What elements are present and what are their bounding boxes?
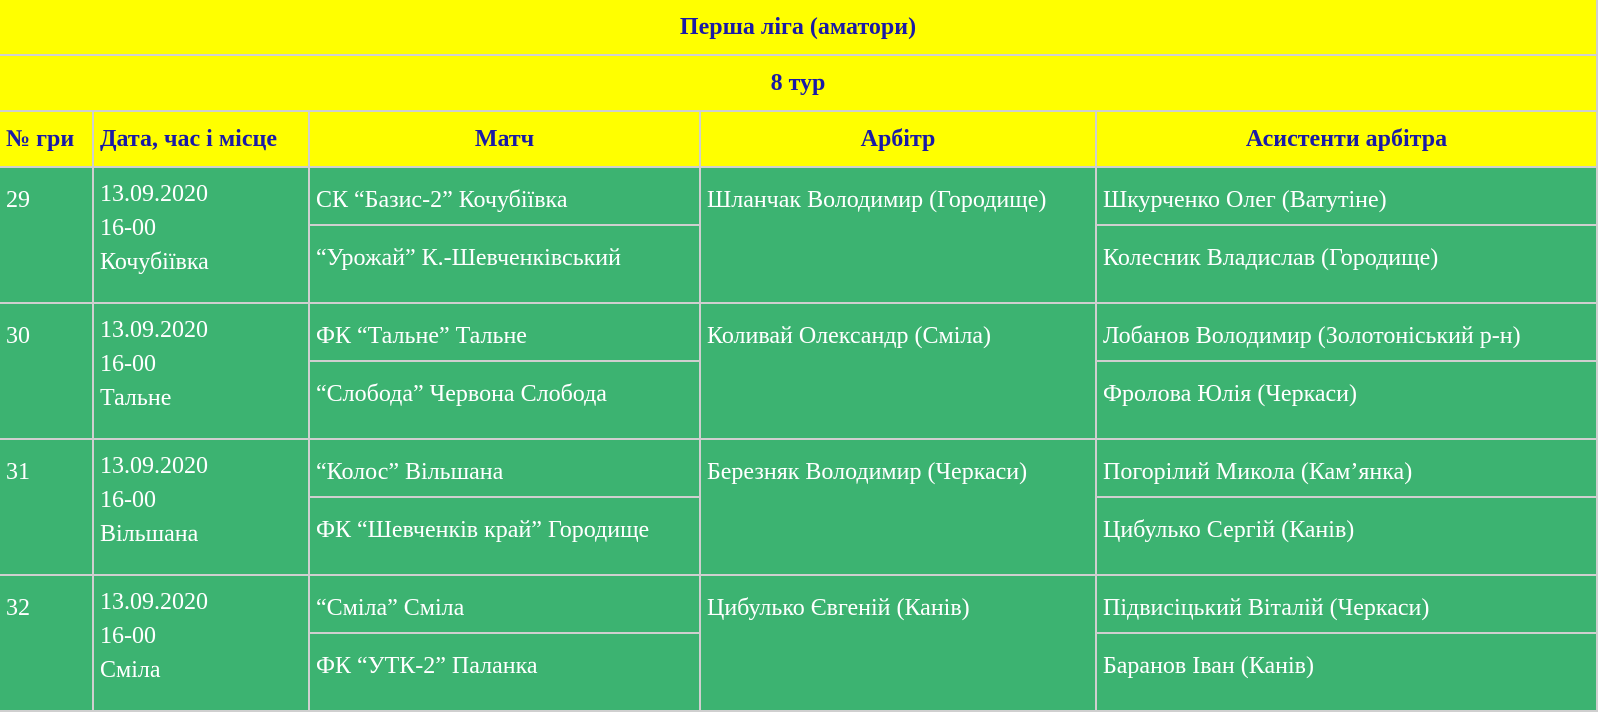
round-title: 8 тур [0, 56, 1596, 110]
away-team: “Слобода” Червона Слобода [310, 362, 699, 438]
referee: Шланчак Володимир (Городище) [701, 168, 1095, 302]
assistant-2: Баранов Іван (Канів) [1097, 634, 1596, 710]
assistant-1: Підвисіцький Віталій (Черкаси) [1097, 576, 1596, 632]
column-header-referee: Арбітр [701, 112, 1095, 166]
game-time: 16-00 [100, 623, 156, 649]
column-header-assistants: Асистенти арбітра [1097, 112, 1596, 166]
game-place: Кочубіївка [100, 249, 209, 275]
game-row [0, 168, 1596, 224]
assistant-2: Колесник Владислав (Городище) [1097, 226, 1596, 302]
game-date: 13.09.2020 [100, 181, 208, 207]
column-header-match: Матч [310, 112, 699, 166]
game-date: 13.09.2020 [100, 317, 208, 343]
game-place: Сміла [100, 657, 161, 683]
game-row [0, 304, 1596, 360]
home-team: ФК “Тальне” Тальне [310, 304, 699, 360]
game-place: Вільшана [100, 521, 199, 547]
column-header-game-no: № гри [0, 112, 92, 166]
away-team: ФК “Шевченків край” Городище [310, 498, 699, 574]
assistant-2: Фролова Юлія (Черкаси) [1097, 362, 1596, 438]
game-number: 29 [0, 168, 92, 302]
referee: Цибулько Євгеній (Канів) [701, 576, 1095, 710]
assistant-1: Шкурченко Олег (Ватутіне) [1097, 168, 1596, 224]
referee: Коливай Олександр (Сміла) [701, 304, 1095, 438]
league-title-row [0, 0, 1596, 54]
game-date: 13.09.2020 [100, 453, 208, 479]
game-row [0, 440, 1596, 496]
game-place: Тальне [100, 385, 172, 411]
game-date-place [94, 168, 308, 302]
home-team: “Колос” Вільшана [310, 440, 699, 496]
game-number: 31 [0, 440, 92, 574]
game-date-place [94, 304, 308, 438]
assistant-1: Погорілий Микола (Кам’янка) [1097, 440, 1596, 496]
game-row [0, 576, 1596, 632]
league-title: Перша ліга (аматори) [0, 0, 1596, 54]
assistant-2: Цибулько Сергій (Канів) [1097, 498, 1596, 574]
game-date-place [94, 440, 308, 574]
game-date: 13.09.2020 [100, 589, 208, 615]
game-time: 16-00 [100, 351, 156, 377]
game-time: 16-00 [100, 487, 156, 513]
game-number: 30 [0, 304, 92, 438]
game-number: 32 [0, 576, 92, 710]
home-team: СК “Базис-2” Кочубіївка [310, 168, 699, 224]
assistant-1: Лобанов Володимир (Золотоніський р-н) [1097, 304, 1596, 360]
round-title-row [0, 56, 1596, 110]
column-header-date-place: Дата, час і місце [94, 112, 308, 166]
referee: Березняк Володимир (Черкаси) [701, 440, 1095, 574]
game-date-place [94, 576, 308, 710]
away-team: “Урожай” К.-Шевченківський [310, 226, 699, 302]
home-team: “Сміла” Сміла [310, 576, 699, 632]
column-header-row [0, 112, 1596, 166]
away-team: ФК “УТК-2” Паланка [310, 634, 699, 710]
game-time: 16-00 [100, 215, 156, 241]
